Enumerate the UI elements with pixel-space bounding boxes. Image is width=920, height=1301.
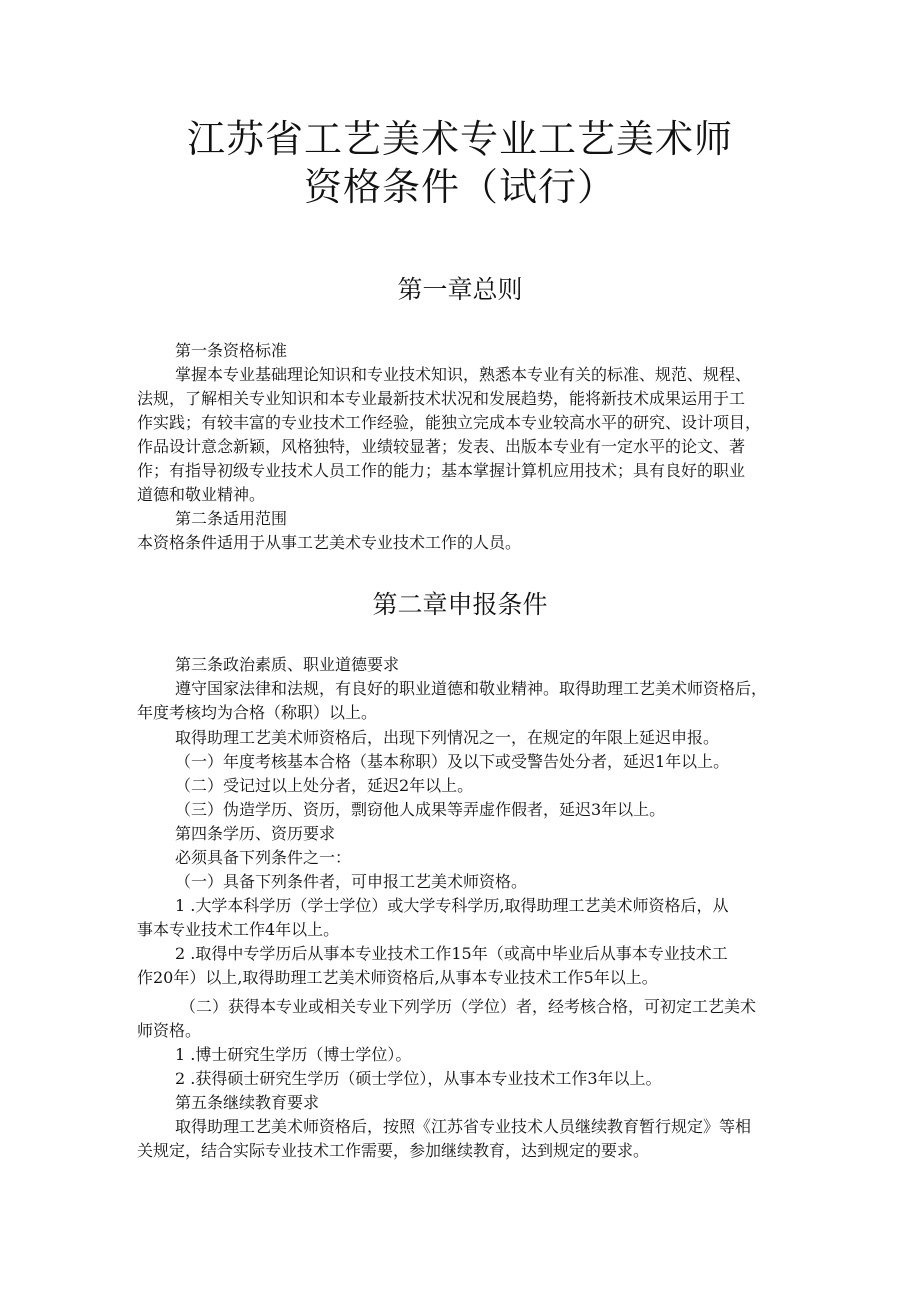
article4-clause-a1-line: 事本专业技术工作4年以上。	[137, 920, 340, 939]
article1-line: 作；有指导初级专业技术人员工作的能力；基本掌握计算机应用技术；具有良好的职业	[137, 461, 746, 480]
chapter2-heading: 第二章申报条件	[372, 590, 548, 619]
article5-line: 取得助理工艺美术师资格后，按照《江苏省专业技术人员继续教育暂行规定》等相	[175, 1117, 752, 1136]
article2-heading: 第二条适用范围	[175, 509, 288, 528]
article3-paragraph: 取得助理工艺美术师资格后，出现下列情况之一，在规定的年限上延迟申报。	[175, 728, 720, 747]
article4-clause-a2-line: 2 .取得中专学历后从事本专业技术工作15年（或高中毕业后从事本专业技术工	[175, 944, 728, 963]
article4-heading: 第四条学历、资历要求	[175, 824, 336, 843]
article4-clause-b1: 1 .博士研究生学历（博士学位）。	[175, 1045, 412, 1064]
article1-line: 法规，了解相关专业知识和本专业最新技术状况和发展趋势，能将新技术成果运用于工	[137, 389, 746, 408]
article1-line: 作品设计意念新颖，风格独特，业绩较显著；发表、出版本专业有一定水平的论文、著	[137, 437, 746, 456]
article1-heading: 第一条资格标准	[175, 341, 288, 360]
article4-clause-a2-line: 作20年）以上,取得助理工艺美术师资格后,从事本专业技术工作5年以上。	[137, 968, 658, 987]
document-title-line1: 江苏省工艺美术专业工艺美术师	[186, 117, 733, 161]
article3-heading: 第三条政治素质、职业道德要求	[175, 655, 400, 674]
article3-paragraph-line: 年度考核均为合格（称职）以上。	[137, 703, 378, 722]
article1-line: 掌握本专业基础理论知识和专业技术知识，熟悉本专业有关的标准、规范、规程、	[175, 365, 752, 384]
article4-clause-b-line: 师资格。	[137, 1021, 202, 1040]
document-title-line2: 资格条件（试行）	[303, 165, 616, 209]
article3-item: （三）伪造学历、资历，剽窃他人成果等弄虚作假者，延迟3年以上。	[175, 800, 666, 819]
article2-text: 本资格条件适用于从事工艺美术专业技术工作的人员。	[137, 533, 522, 552]
article5-line: 关规定，结合实际专业技术工作需要，参加继续教育，达到规定的要求。	[137, 1141, 650, 1160]
article4-clause-a1-line: 1 .大学本科学历（学士学位）或大学专科学历,取得助理工艺美术师资格后，从	[175, 896, 729, 915]
article3-item: （二）受记过以上处分者，延迟2年以上。	[175, 776, 474, 795]
article1-line: 道德和敬业精神。	[137, 485, 266, 504]
article5-heading: 第五条继续教育要求	[175, 1093, 320, 1112]
article4-clause-b2: 2 .获得硕士研究生学历（硕士学位），从事本专业技术工作3年以上。	[175, 1069, 662, 1088]
article4-clause-b-line: （二）获得本专业或相关专业下列学历（学位）者，经考核合格，可初定工艺美术	[180, 997, 757, 1016]
chapter1-heading: 第一章总则	[397, 275, 523, 304]
article3-paragraph-line: 遵守国家法律和法规，有良好的职业道德和敬业精神。取得助理工艺美术师资格后，	[175, 679, 768, 698]
article1-line: 作实践；有较丰富的专业技术工作经验，能独立完成本专业较高水平的研究、设计项目，	[137, 413, 762, 432]
article4-intro: 必须具备下列条件之一：	[175, 848, 352, 867]
article4-clause-a: （一）具备下列条件者，可申报工艺美术师资格。	[175, 872, 528, 891]
article3-item: （一）年度考核基本合格（基本称职）及以下或受警告处分者，延迟1年以上。	[175, 752, 730, 771]
